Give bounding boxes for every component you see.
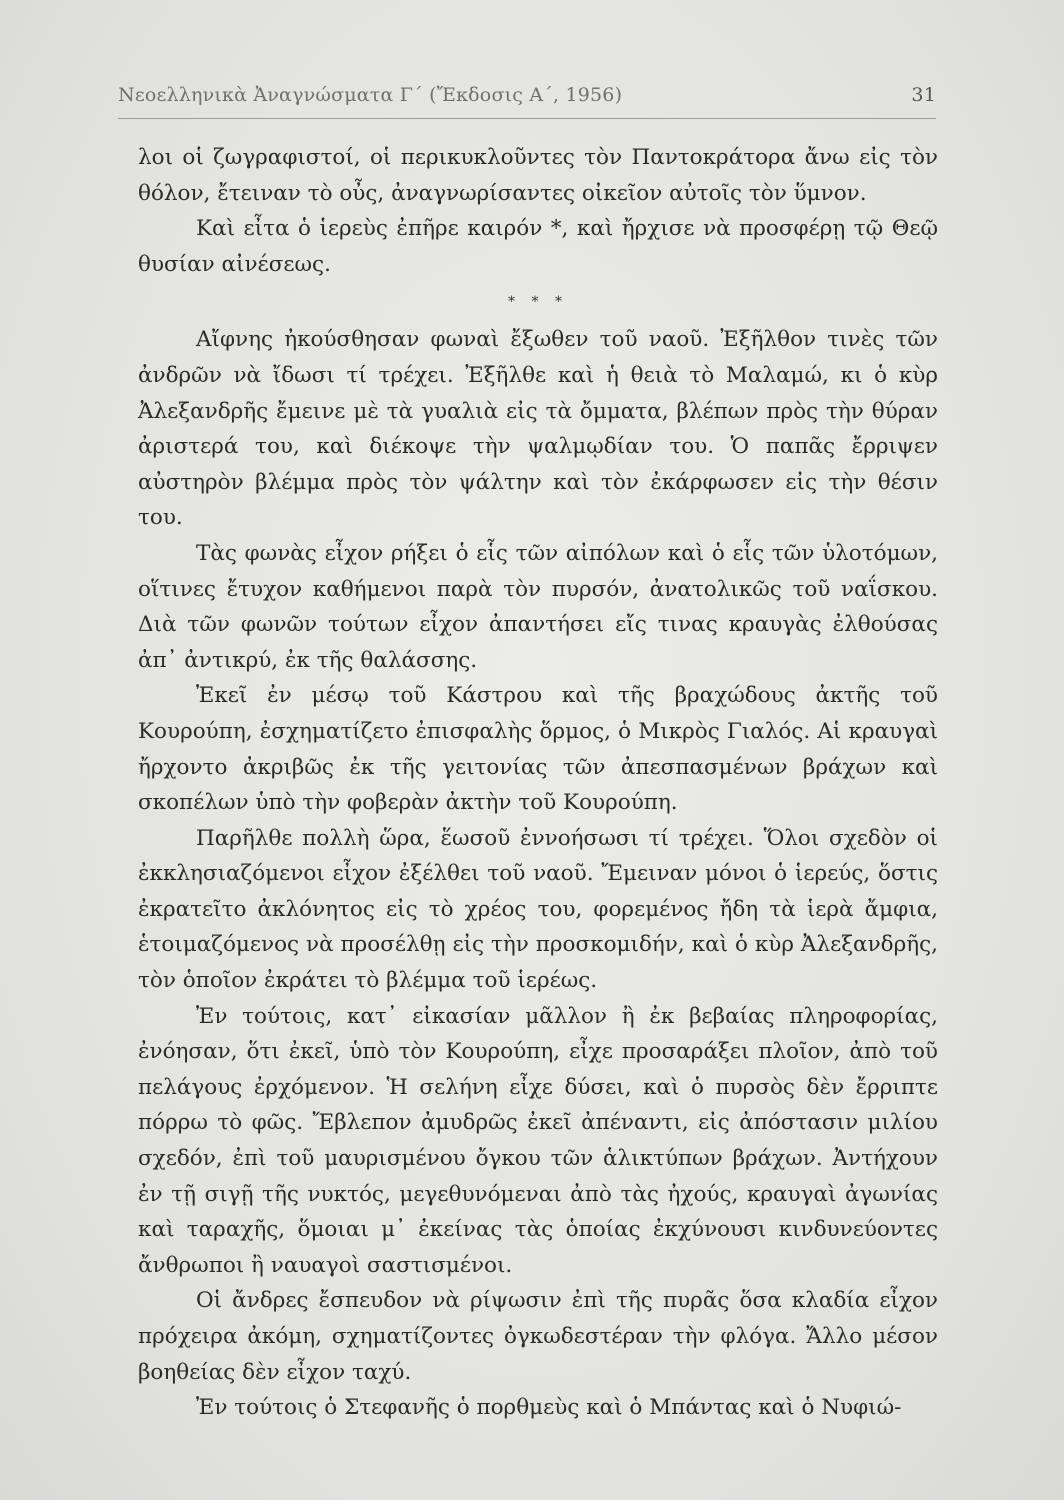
body-text (138, 140, 938, 1426)
paragraph: Καὶ εἶτα ὁ ἱερεὺς ἐπῆρε καιρόν *, καὶ ἤρχισε νὰ προσφέρῃ τῷ Θεῷ θυσίαν αἰνέσεως. (138, 216, 938, 277)
running-header (118, 80, 936, 114)
paragraph: Ἐκεῖ ἐν μέσῳ τοῦ Κάστρου καὶ τῆς βραχώδους ἀκτῆς τοῦ Κουρούπη, ἐσχηματίζετο ἐπισφαλὴς ὅρμος, ὁ Μικρὸς Γιαλός. Αἱ κραυγαὶ ἤρχοντο ἀκριβῶς ἐκ τῆς γειτονίας τῶν ἀπεσπασμένων βράχων καὶ σκοπέλων ὑπὸ τὴν φοβερὰν ἀκτὴν τοῦ Κουρούπη. (138, 683, 938, 816)
header-rule (118, 118, 936, 119)
section-separator: * * * (508, 294, 568, 311)
running-header-title: Νεοελληνικὰ Ἀναγνώσματα Γ΄ (Ἔκδοσις Α΄, 1956) (118, 84, 623, 106)
paragraph-last: Ἐν τούτοις ὁ Στεφανῆς ὁ πορθμεὺς καὶ ὁ Μπάντας καὶ ὁ Νυφιώ- (196, 1395, 902, 1421)
page-number: 31 (911, 84, 936, 106)
paragraph: Τὰς φωνὰς εἶχον ρήξει ὁ εἷς τῶν αἰπόλων καὶ ὁ εἷς τῶν ὑλοτόμων, οἵτινες ἔτυχον καθήμενοι παρὰ τὸν πυρσόν, ἀνατολικῶς τοῦ ναΐσκου. Διὰ τῶν φωνῶν τούτων εἶχον ἀπαντήσει εἴς τινας κραυγὰς ἐλθούσας ἀπ᾽ ἀντικρύ, ἐκ τῆς θαλάσσης. (138, 540, 938, 673)
paragraph: Ἐν τούτοις, κατ᾽ εἰκασίαν μᾶλλον ἢ ἐκ βεβαίας πληροφορίας, ἐνόησαν, ὅτι ἐκεῖ, ὑπὸ τὸν Κουρούπη, εἶχε προσαράξει πλοῖον, ἀπὸ τοῦ πελάγους ἐρχόμενον. Ἡ σελήνη εἶχε δύσει, καὶ ὁ πυρσὸς δὲν ἔρριπτε πόρρω τὸ φῶς. Ἔβλεπον ἀμυδρῶς ἐκεῖ ἀπέναντι, εἰς ἀπόστασιν μιλίου σχεδόν, ἐπὶ τοῦ μαυρισμένου ὄγκου τῶν ἁλικτύπων βράχων. Ἀντήχουν ἐν τῇ σιγῇ τῆς νυκτός, μεγεθυνόμεναι ἀπὸ τὰς ἠχούς, κραυγαὶ ἀγωνίας καὶ ταραχῆς, ὅμοιαι μ᾽ ἐκείνας τὰς ὁποίας ἐκχύνουσι κινδυνεύοντες ἄνθρωποι ἢ ναυαγοὶ σαστισμένοι. (138, 1003, 938, 1278)
paragraph: Παρῆλθε πολλὴ ὥρα, ἕωσοῦ ἐννοήσωσι τί τρέχει. Ὅλοι σχεδὸν οἱ ἐκκλησιαζόμενοι εἶχον ἐξέλθει τοῦ ναοῦ. Ἔμειναν μόνοι ὁ ἱερεύς, ὅστις ἐκρατεῖτο ἀκλόνητος εἰς τὸ χρέος του, φορεμένος ἤδη τὰ ἱερὰ ἄμφια, ἑτοιμαζόμενος νὰ προσέλθῃ εἰς τὴν προσκομιδήν, καὶ ὁ κὺρ Ἀλεξανδρῆς, τὸν ὁποῖον ἐκράτει τὸ βλέμμα τοῦ ἱερέως. (138, 825, 938, 994)
paragraph-continuation: λοι οἱ ζωγραφιστοί, οἱ περικυκλοῦντες τὸν Παντοκράτορα ἄνω εἰς τὸν θόλον, ἔτειναν τὸ οὖς, ἀναγνωρίσαντες οἰκεῖον αὐτοῖς τὸν ὕμνον. (138, 145, 938, 206)
paragraph: Αἴφνης ἠκούσθησαν φωναὶ ἔξωθεν τοῦ ναοῦ. Ἐξῆλθον τινὲς τῶν ἀνδρῶν νὰ ἴδωσι τί τρέχει. Ἐξῆλθε καὶ ἡ θειὰ τὸ Μαλαμώ, κι ὁ κὺρ Ἀλεξανδρῆς ἔμεινε μὲ τὰ γυαλιὰ εἰς τὰ ὄμματα, βλέπων πρὸς τὴν θύραν ἀριστερά του, καὶ διέκοψε τὴν ψαλμῳδίαν του. Ὁ παπᾶς ἔρριψεν αὐστηρὸν βλέμμα πρὸς τὸν ψάλτην καὶ τὸν ἐκάρφωσεν εἰς τὴν θέσιν του. (138, 327, 938, 531)
paragraph: Οἱ ἄνδρες ἔσπευδον νὰ ρίψωσιν ἐπὶ τῆς πυρᾶς ὅσα κλαδία εἶχον πρόχειρα ἀκόμη, σχηματίζοντες ὀγκωδεστέραν τὴν φλόγα. Ἄλλο μέσον βοηθείας δὲν εἶχον ταχύ. (138, 1288, 938, 1385)
